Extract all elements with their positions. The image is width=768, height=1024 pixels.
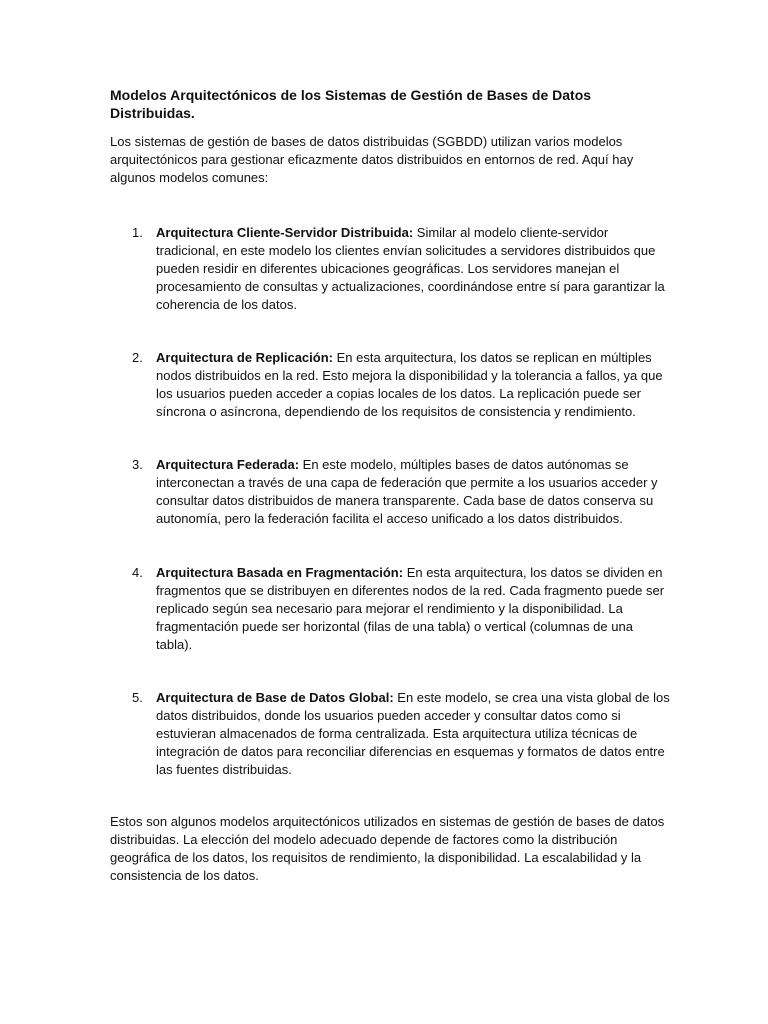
list-item-content <box>156 689 672 779</box>
list-item-content <box>156 564 672 654</box>
list-item-label: Arquitectura Basada en Fragmentación: <box>156 565 404 580</box>
list-item-content <box>156 224 672 314</box>
list-item-number: 1. <box>132 225 143 240</box>
list-item-label: Arquitectura de Replicación: <box>156 350 333 365</box>
list-item-number: 3. <box>132 457 143 472</box>
list-item <box>132 456 672 528</box>
list-item-number: 5. <box>132 690 143 705</box>
list-item-text: Similar al modelo cliente-servidor tradicional, en este modelo los clientes envían solicitudes a servidores distribuidos que pueden residir en diferentes ubicaciones geográficas. Los servidores manejan el procesamiento de consultas y actualizaciones, coordinándose entre sí para garantizar la coherencia de los datos. <box>156 225 665 312</box>
list-item-label: Arquitectura Cliente-Servidor Distribuida: <box>156 225 414 240</box>
conclusion-paragraph: Estos son algunos modelos arquitectónicos utilizados en sistemas de gestión de bases de datos distribuidas. La elección del modelo adecuado depende de factores como la distribución geográfica de los datos, los requisitos de rendimiento, la disponibilidad. La escalabilidad y la consistencia de los datos. <box>110 814 665 883</box>
list-item-text: En esta arquitectura, los datos se replican en múltiples nodos distribuidos en la red. Esto mejora la disponibilidad y la tolerancia a fallos, ya que los usuarios pueden acceder a copias locales de los datos. La replicación puede ser síncrona o asíncrona, dependiendo de los requisitos de consistencia y rendimiento. <box>156 350 663 419</box>
list-item-label: Arquitectura de Base de Datos Global: <box>156 690 394 705</box>
list-item-text: En esta arquitectura, los datos se dividen en fragmentos que se distribuyen en diferentes nodos de la red. Cada fragmento puede ser replicado según sea necesario para mejorar el rendimiento y la disponibilidad. La fragmentación puede ser horizontal (filas de una tabla) o vertical (columnas de una tabla). <box>156 565 665 652</box>
list-item-text: En este modelo, múltiples bases de datos autónomas se interconectan a través de una capa de federación que permite a los usuarios acceder y consultar datos distribuidos de manera transparente. Cada base de datos conserva su autonomía, pero la federación facilita el acceso unificado a los datos distribuidos. <box>156 457 658 526</box>
list-item <box>132 689 672 779</box>
document-title: Modelos Arquitectónicos de los Sistemas de Gestión de Bases de Datos Distribuidas. <box>110 87 592 121</box>
list-item <box>132 224 672 314</box>
list-item-content <box>156 456 672 528</box>
list-item <box>132 349 672 421</box>
intro-paragraph: Los sistemas de gestión de bases de datos distribuidas (SGBDD) utilizan varios modelos arquitectónicos para gestionar eficazmente datos distribuidos en entornos de red. Aquí hay algunos modelos comunes: <box>110 134 634 185</box>
list-item-label: Arquitectura Federada: <box>156 457 300 472</box>
list-item-number: 4. <box>132 565 143 580</box>
list-item-text: En este modelo, se crea una vista global de los datos distribuidos, donde los usuarios pueden acceder y consultar datos como si estuvieran almacenados de forma centralizada. Esta arquitectura utiliza técnicas de integración de datos para reconciliar diferencias en esquemas y formatos de datos entre las fuentes distribuidas. <box>156 690 670 777</box>
list-item-content <box>156 349 672 421</box>
list-item <box>132 564 672 654</box>
list-item-number: 2. <box>132 350 143 365</box>
